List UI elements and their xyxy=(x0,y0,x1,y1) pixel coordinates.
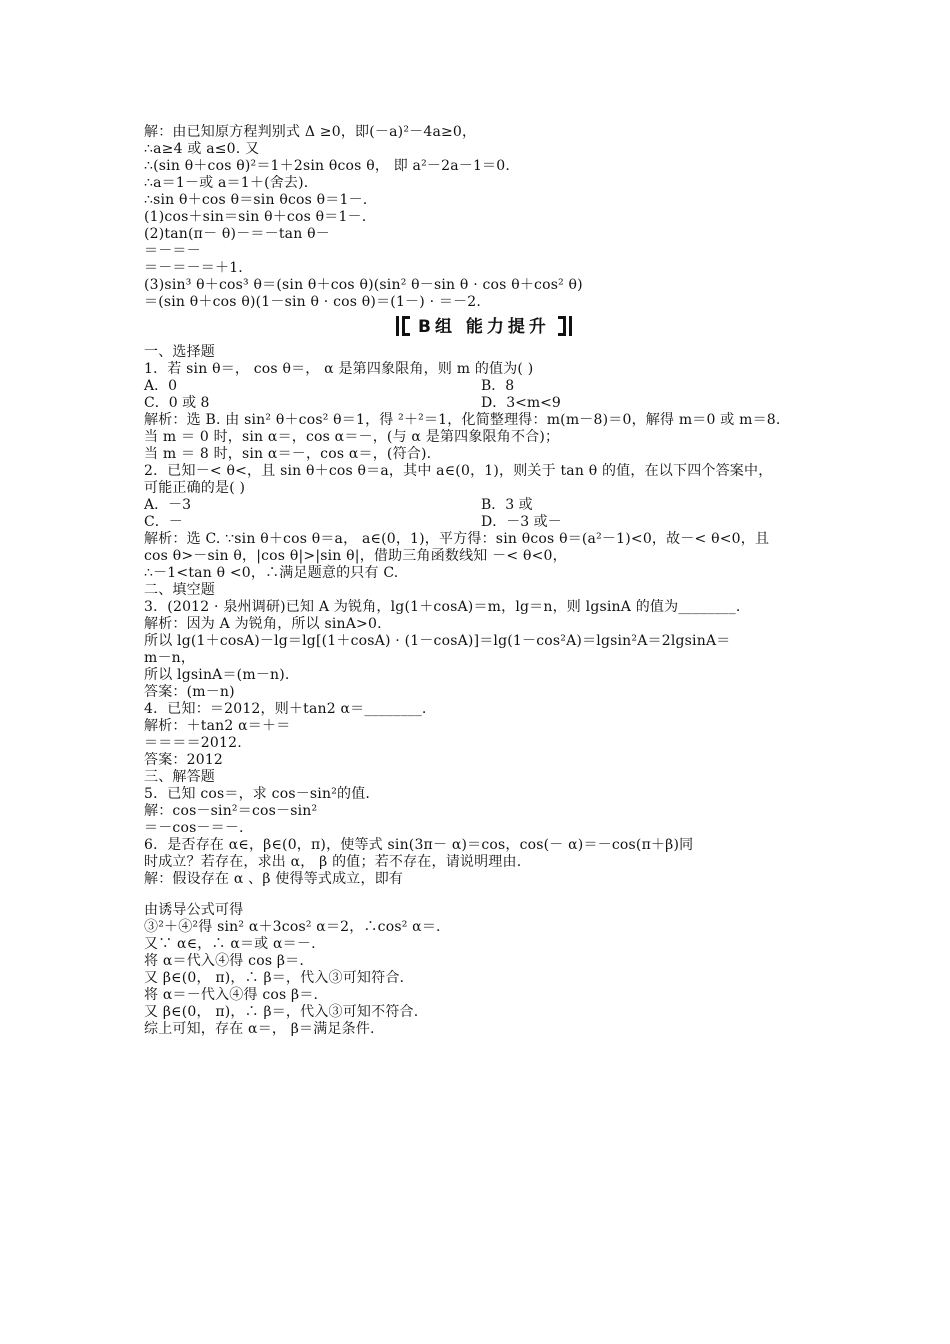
banner-bar-right xyxy=(569,316,572,336)
text-line: ∴(sin θ＋cos θ)²＝1＋2sin θcos θ， 即 a²－2a－1＝0. xyxy=(144,158,511,174)
text-line: 解析：选 B. 由 sin² θ＋cos² θ＝1，得 ²＋²＝1，化简整理得：m(m－8)＝0，解得 m＝0 或 m＝8. xyxy=(144,412,781,428)
options-row xyxy=(144,497,824,514)
text-line: (1)cos＋sin＝sin θ＋cos θ＝1－. xyxy=(144,209,367,225)
text-line: ＝－＝－＝＋1. xyxy=(144,260,243,276)
spacer xyxy=(144,888,824,902)
text-line: (3)sin³ θ＋cos³ θ＝(sin θ＋cos θ)(sin² θ－sin θ · cos θ＋cos² θ) xyxy=(144,277,583,293)
text-line: m－n， xyxy=(144,650,196,666)
question-1: 1．若 sin θ＝， cos θ＝， α 是第四象限角，则 m 的值为( ) xyxy=(144,361,534,377)
text-line: ∴a≥4 或 a≤0. 又 xyxy=(144,141,260,157)
option-b: B．3 或 xyxy=(481,497,533,513)
question-3: 3．(2012 · 泉州调研)已知 A 为锐角，lg(1＋cosA)＝m，lg＝n，则 lgsinA 的值为________. xyxy=(144,599,741,615)
solution-part-c xyxy=(144,902,824,1038)
options-row xyxy=(144,378,824,395)
option-b: B．8 xyxy=(481,378,515,394)
text-line: 当 m ＝ 8 时，sin α＝－，cos α＝，(符合). xyxy=(144,446,432,462)
text-line: 解：cos－sin²＝cos－sin² xyxy=(144,803,318,819)
banner-bracket-right xyxy=(558,316,566,336)
text-line: 将 α＝代入④得 cos β＝. xyxy=(144,953,305,969)
question-4: 4．已知：＝2012，则＋tan2 α＝________. xyxy=(144,701,427,717)
banner-frame xyxy=(402,312,566,342)
text-line: 又∵ α∈，∴ α＝或 α＝－. xyxy=(144,936,316,952)
text-line: (2)tan(π－ θ)－＝－tan θ－ xyxy=(144,226,330,242)
text-line: ∴a＝1－或 a＝1＋(舍去). xyxy=(144,175,309,191)
section-heading: 三、解答题 xyxy=(144,769,215,785)
text-line: 解：假设存在 α 、β 使得等式成立，即有 xyxy=(144,871,404,887)
text-line: 所以 lgsinA＝(m－n). xyxy=(144,667,290,683)
options-row xyxy=(144,514,824,531)
text-line: ＝＝＝＝2012. xyxy=(144,735,242,751)
question-2: 2．已知－< θ<，且 sin θ＋cos θ＝a，其中 a∈(0，1)，则关于 tan θ 的值，在以下四个答案中， xyxy=(144,463,773,479)
options-row xyxy=(144,395,824,412)
answer-line: 答案：2012 xyxy=(144,752,224,768)
section-banner xyxy=(144,312,824,342)
text-line: 解析：因为 A 为锐角，所以 sinA>0. xyxy=(144,616,382,632)
question-6: 6．是否存在 α∈，β∈(0，π)，使等式 sin(3π－ α)＝cos，cos(－ α)＝－cos(π＋β)同 xyxy=(144,837,694,853)
banner-bracket-left xyxy=(402,316,410,336)
text-line: 时成立？若存在，求出 α， β 的值；若不存在，请说明理由. xyxy=(144,854,522,870)
text-line: ＝－cos－＝－. xyxy=(144,820,244,836)
text-line: ＝(sin θ＋cos θ)(1－sin θ · cos θ)＝(1－) · ＝－2. xyxy=(144,294,482,310)
text-line: 将 α＝－代入④得 cos β＝. xyxy=(144,987,319,1003)
text-line: ③²＋④²得 sin² α＋3cos² α＝2，∴cos² α＝. xyxy=(144,919,441,935)
answer-line: 答案：(m－n) xyxy=(144,684,235,700)
option-a: A．0 xyxy=(144,378,178,394)
section-multiple-choice xyxy=(144,344,824,531)
text-line: 可能正确的是( ) xyxy=(144,480,246,496)
option-d: D．3<m<9 xyxy=(481,395,561,411)
text-line: ＝－＝－ xyxy=(144,243,201,259)
text-line: ∴sin θ＋cos θ＝sin θcos θ＝1－. xyxy=(144,192,368,208)
text-line: 解析：选 C. ∵sin θ＋cos θ＝a， a∈(0，1)，平方得：sin θcos θ＝(a²－1)<0，故－< θ<0，且 xyxy=(144,531,770,547)
option-c: C．－ xyxy=(144,514,183,530)
text-line: 解析：＋tan2 α＝＋＝ xyxy=(144,718,291,734)
text-line: 由诱导公式可得 xyxy=(144,902,244,918)
text-line: 综上可知，存在 α＝， β＝满足条件. xyxy=(144,1021,375,1037)
section-heading: 二、填空题 xyxy=(144,582,215,598)
text-line: 又 β∈(0， π)，∴ β＝，代入③可知符合. xyxy=(144,970,405,986)
question-5: 5．已知 cos＝，求 cos－sin²的值. xyxy=(144,786,371,802)
section-heading: 一、选择题 xyxy=(144,344,215,360)
option-c: C．0 或 8 xyxy=(144,395,210,411)
section-rest xyxy=(144,531,824,888)
option-a: A．－3 xyxy=(144,497,192,513)
solution-part-a xyxy=(144,124,824,311)
text-line: 所以 lg(1＋cosA)－lg＝lg[(1＋cosA) · (1－cosA)]＝lg(1－cos²A)＝lgsin²A＝2lgsinA＝ xyxy=(144,633,731,649)
text-line: 又 β∈(0， π)，∴ β＝，代入③可知不符合. xyxy=(144,1004,419,1020)
text-line: 当 m ＝ 0 时，sin α＝，cos α＝－，(与 α 是第四象限角不合)； xyxy=(144,429,560,445)
banner-bar-left xyxy=(396,316,399,336)
banner-title: B组 能力提升 xyxy=(418,317,550,337)
text-line: cos θ>－sin θ，|cos θ|>|sin θ|，借助三角函数线知 －< θ<0， xyxy=(144,548,567,564)
document-content xyxy=(144,124,824,1038)
text-line: ∴－1<tan θ <0，∴满足题意的只有 C. xyxy=(144,565,399,581)
text-line: 解：由已知原方程判别式 Δ ≥0，即(－a)²－4a≥0， xyxy=(144,124,477,140)
option-d: D．－3 或－ xyxy=(481,514,562,530)
